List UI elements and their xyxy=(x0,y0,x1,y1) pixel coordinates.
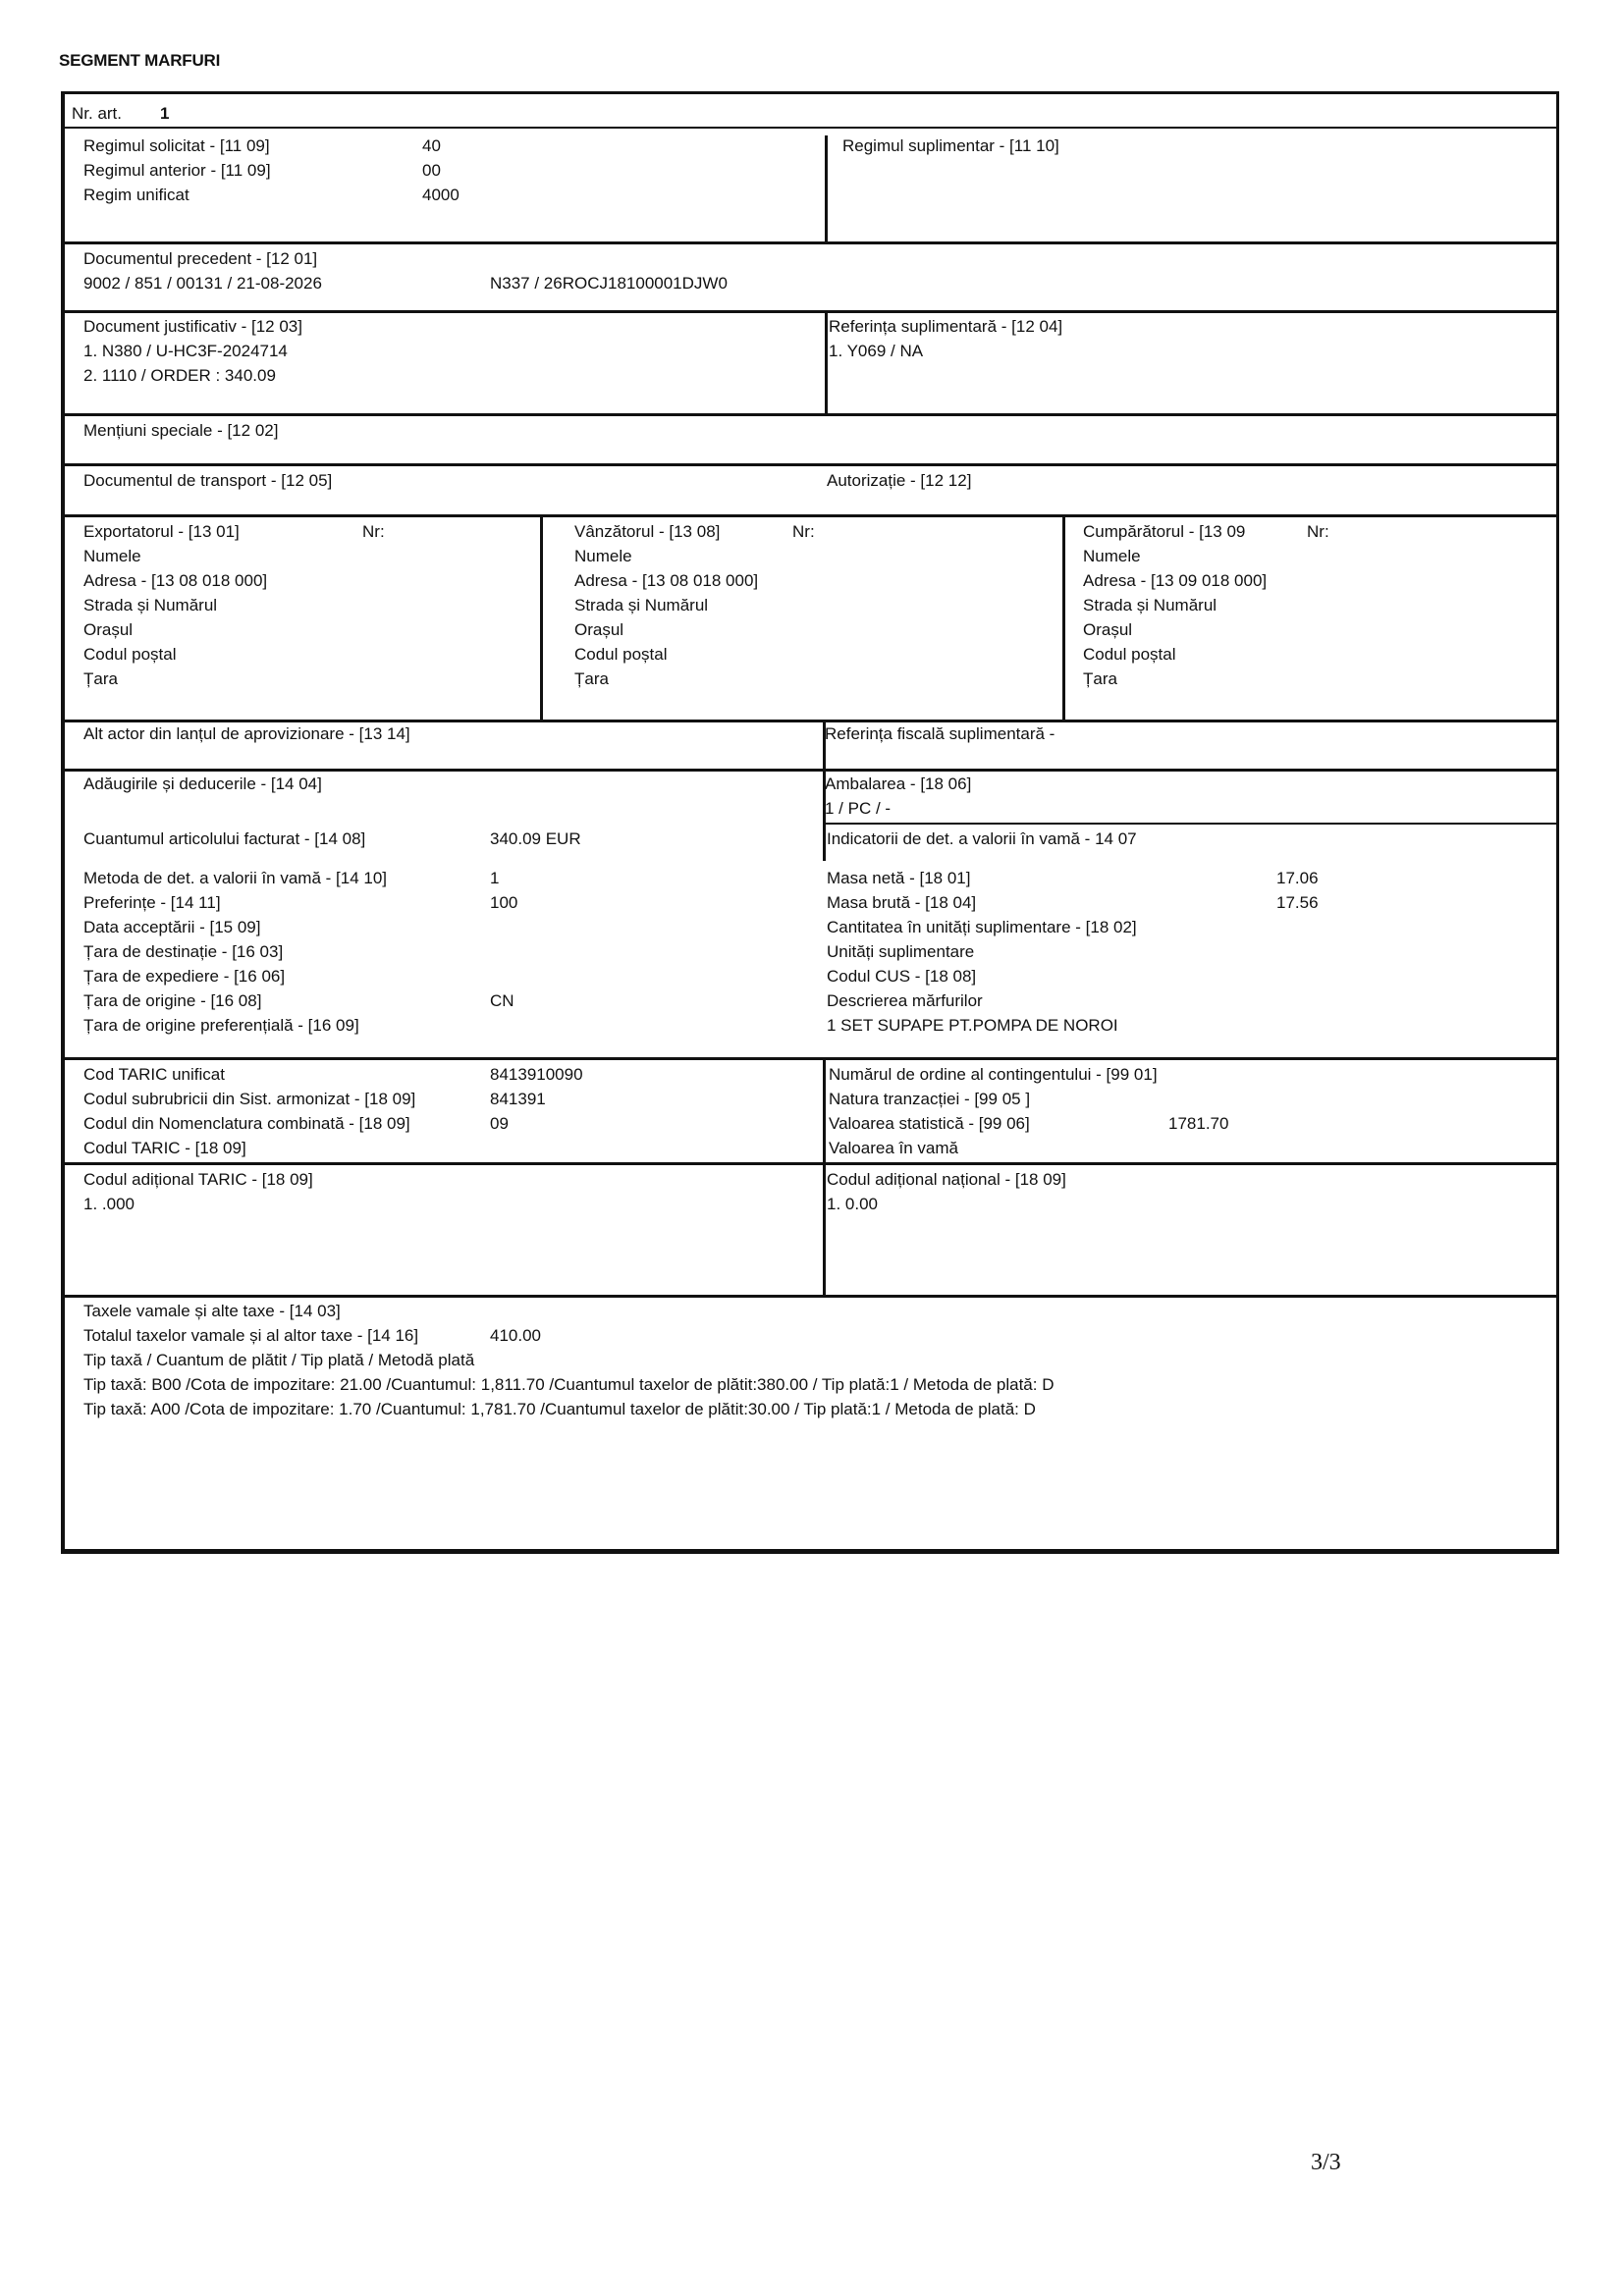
gross-mass-value: 17.56 xyxy=(1276,893,1319,912)
unified-regime-label: Regim unificat xyxy=(83,186,189,204)
column-divider xyxy=(823,1057,826,1165)
valuation-method-value: 1 xyxy=(490,869,500,887)
exporter-nr-label: Nr: xyxy=(362,522,385,541)
exporter-street-label: Strada și Numărul xyxy=(83,596,218,614)
total-taxes-value: 410.00 xyxy=(490,1326,541,1345)
row-divider xyxy=(65,413,1556,416)
dispatch-country-label: Țara de expediere - [16 06] xyxy=(83,967,286,986)
packaging-label: Ambalarea - [18 06] xyxy=(825,774,972,793)
exporter-label: Exportatorul - [13 01] xyxy=(83,522,240,541)
exporter-city-label: Orașul xyxy=(83,620,134,639)
row-divider xyxy=(65,1162,1556,1165)
buyer-city-label: Orașul xyxy=(1083,620,1133,639)
fiscal-reference-label: Referința fiscală suplimentară - xyxy=(825,724,1055,743)
goods-description-value: 1 SET SUPAPE PT.POMPA DE NOROI xyxy=(827,1016,1118,1035)
gross-mass-label: Masa brută - [18 04] xyxy=(827,893,977,912)
exporter-country-label: Țara xyxy=(83,669,118,688)
invoiced-amount-value: 340.09 EUR xyxy=(490,829,581,848)
item-number-label: Nr. art. xyxy=(72,104,123,123)
row-divider xyxy=(65,241,1556,244)
column-divider xyxy=(825,135,828,243)
buyer-nr-label: Nr: xyxy=(1307,522,1329,541)
hs-subheading-label: Codul subrubricii din Sist. armonizat - [18 09] xyxy=(83,1090,416,1108)
destination-country-label: Țara de destinație - [16 03] xyxy=(83,942,284,961)
taric-unified-label: Cod TARIC unificat xyxy=(83,1065,225,1084)
seller-nr-label: Nr: xyxy=(792,522,815,541)
row-divider xyxy=(825,823,1556,825)
tax-line: Tip taxă: A00 /Cota de impozitare: 1.70 /Cuantumul: 1,781.70 /Cuantumul taxelor de plătit:30.00 / Tip plată:1 / Metoda de plată: D xyxy=(83,1400,1036,1418)
national-additional-code-value: 1. 0.00 xyxy=(827,1195,878,1213)
requested-regime-label: Regimul solicitat - [11 09] xyxy=(83,136,270,155)
buyer-label: Cumpărătorul - [13 09 xyxy=(1083,522,1246,541)
customs-taxes-label: Taxele vamale și alte taxe - [14 03] xyxy=(83,1302,341,1320)
net-mass-value: 17.06 xyxy=(1276,869,1319,887)
additional-reference-label: Referința suplimentară - [12 04] xyxy=(829,317,1063,336)
quota-number-label: Numărul de ordine al contingentului - [99 01] xyxy=(829,1065,1158,1084)
special-mentions-label: Mențiuni speciale - [12 02] xyxy=(83,421,279,440)
column-divider xyxy=(1062,516,1065,722)
buyer-name-label: Numele xyxy=(1083,547,1141,565)
seller-street-label: Strada și Numărul xyxy=(574,596,709,614)
net-mass-label: Masa netă - [18 01] xyxy=(827,869,971,887)
column-divider xyxy=(823,1164,826,1297)
exporter-address-label: Adresa - [13 08 018 000] xyxy=(83,571,268,590)
preferential-origin-label: Țara de origine preferențială - [16 09] xyxy=(83,1016,359,1035)
row-divider xyxy=(65,1057,1556,1060)
row-divider xyxy=(65,463,1556,466)
taric-code-label: Codul TARIC - [18 09] xyxy=(83,1139,246,1157)
supplementary-quantity-label: Cantitatea în unități suplimentare - [18 02] xyxy=(827,918,1137,936)
previous-document-label: Documentul precedent - [12 01] xyxy=(83,249,318,268)
hs-subheading-value: 841391 xyxy=(490,1090,546,1108)
authorization-label: Autorizație - [12 12] xyxy=(827,471,972,490)
page-number: 3/3 xyxy=(1311,2150,1341,2175)
buyer-address-label: Adresa - [13 09 018 000] xyxy=(1083,571,1268,590)
customs-value-label: Valoarea în vamă xyxy=(829,1139,958,1157)
combined-nomenclature-value: 09 xyxy=(490,1114,509,1133)
row-divider xyxy=(65,127,1556,129)
other-actor-label: Alt actor din lanțul de aprovizionare - [13 14] xyxy=(83,724,410,743)
previous-regime-value: 00 xyxy=(422,161,441,180)
buyer-postal-label: Codul poștal xyxy=(1083,645,1176,664)
supporting-document-line: 1. N380 / U-HC3F-2024714 xyxy=(83,342,288,360)
origin-country-label: Țara de origine - [16 08] xyxy=(83,991,262,1010)
additional-regime-label: Regimul suplimentar - [11 10] xyxy=(842,136,1059,155)
previous-document-value: 9002 / 851 / 00131 / 21-08-2026 xyxy=(83,274,322,293)
buyer-street-label: Strada și Numărul xyxy=(1083,596,1217,614)
cus-code-label: Codul CUS - [18 08] xyxy=(827,967,977,986)
transport-document-label: Documentul de transport - [12 05] xyxy=(83,471,333,490)
requested-regime-value: 40 xyxy=(422,136,441,155)
national-additional-code-label: Codul adițional național - [18 09] xyxy=(827,1170,1066,1189)
taric-unified-value: 8413910090 xyxy=(490,1065,583,1084)
tax-table-header: Tip taxă / Cuantum de plătit / Tip plată / Metodă plată xyxy=(83,1351,475,1369)
goods-description-label: Descrierea mărfurilor xyxy=(827,991,983,1010)
seller-label: Vânzătorul - [13 08] xyxy=(574,522,721,541)
valuation-indicators-label: Indicatorii de det. a valorii în vamă - 14 07 xyxy=(827,829,1137,848)
unified-regime-value: 4000 xyxy=(422,186,460,204)
goods-segment-form xyxy=(61,91,1559,1554)
exporter-postal-label: Codul poștal xyxy=(83,645,177,664)
statistical-value-label: Valoarea statistică - [99 06] xyxy=(829,1114,1030,1133)
item-number-value: 1 xyxy=(160,104,170,123)
seller-postal-label: Codul poștal xyxy=(574,645,668,664)
column-divider xyxy=(825,312,828,415)
tax-line: Tip taxă: B00 /Cota de impozitare: 21.00 /Cuantumul: 1,811.70 /Cuantumul taxelor de plătit:380.00 / Tip plată:1 / Metoda de plată: D xyxy=(83,1375,1055,1394)
statistical-value: 1781.70 xyxy=(1168,1114,1229,1133)
total-taxes-label: Totalul taxelor vamale și al altor taxe - [14 16] xyxy=(83,1326,419,1345)
seller-city-label: Orașul xyxy=(574,620,624,639)
buyer-country-label: Țara xyxy=(1083,669,1117,688)
row-divider xyxy=(65,310,1556,313)
previous-regime-label: Regimul anterior - [11 09] xyxy=(83,161,271,180)
row-divider xyxy=(65,514,1556,517)
seller-name-label: Numele xyxy=(574,547,632,565)
seller-country-label: Țara xyxy=(574,669,609,688)
supplementary-units-label: Unități suplimentare xyxy=(827,942,975,961)
invoiced-amount-label: Cuantumul articolului facturat - [14 08] xyxy=(83,829,366,848)
previous-document-reference: N337 / 26ROCJ18100001DJW0 xyxy=(490,274,728,293)
valuation-method-label: Metoda de det. a valorii în vamă - [14 10] xyxy=(83,869,388,887)
supporting-document-label: Document justificativ - [12 03] xyxy=(83,317,302,336)
column-divider xyxy=(540,516,543,722)
row-divider xyxy=(65,1295,1556,1298)
transaction-nature-label: Natura tranzacției - [99 05 ] xyxy=(829,1090,1031,1108)
additional-reference-value: 1. Y069 / NA xyxy=(829,342,924,360)
packaging-value: 1 / PC / - xyxy=(825,799,892,818)
taric-additional-code-label: Codul adițional TARIC - [18 09] xyxy=(83,1170,313,1189)
supporting-document-line: 2. 1110 / ORDER : 340.09 xyxy=(83,366,276,385)
preferences-value: 100 xyxy=(490,893,518,912)
preferences-label: Preferințe - [14 11] xyxy=(83,893,221,912)
acceptance-date-label: Data acceptării - [15 09] xyxy=(83,918,261,936)
page-title: SEGMENT MARFURI xyxy=(59,51,221,70)
seller-address-label: Adresa - [13 08 018 000] xyxy=(574,571,759,590)
exporter-name-label: Numele xyxy=(83,547,141,565)
combined-nomenclature-label: Codul din Nomenclatura combinată - [18 09] xyxy=(83,1114,410,1133)
origin-country-value: CN xyxy=(490,991,514,1010)
taric-additional-code-value: 1. .000 xyxy=(83,1195,135,1213)
additions-deductions-label: Adăugirile și deducerile - [14 04] xyxy=(83,774,322,793)
